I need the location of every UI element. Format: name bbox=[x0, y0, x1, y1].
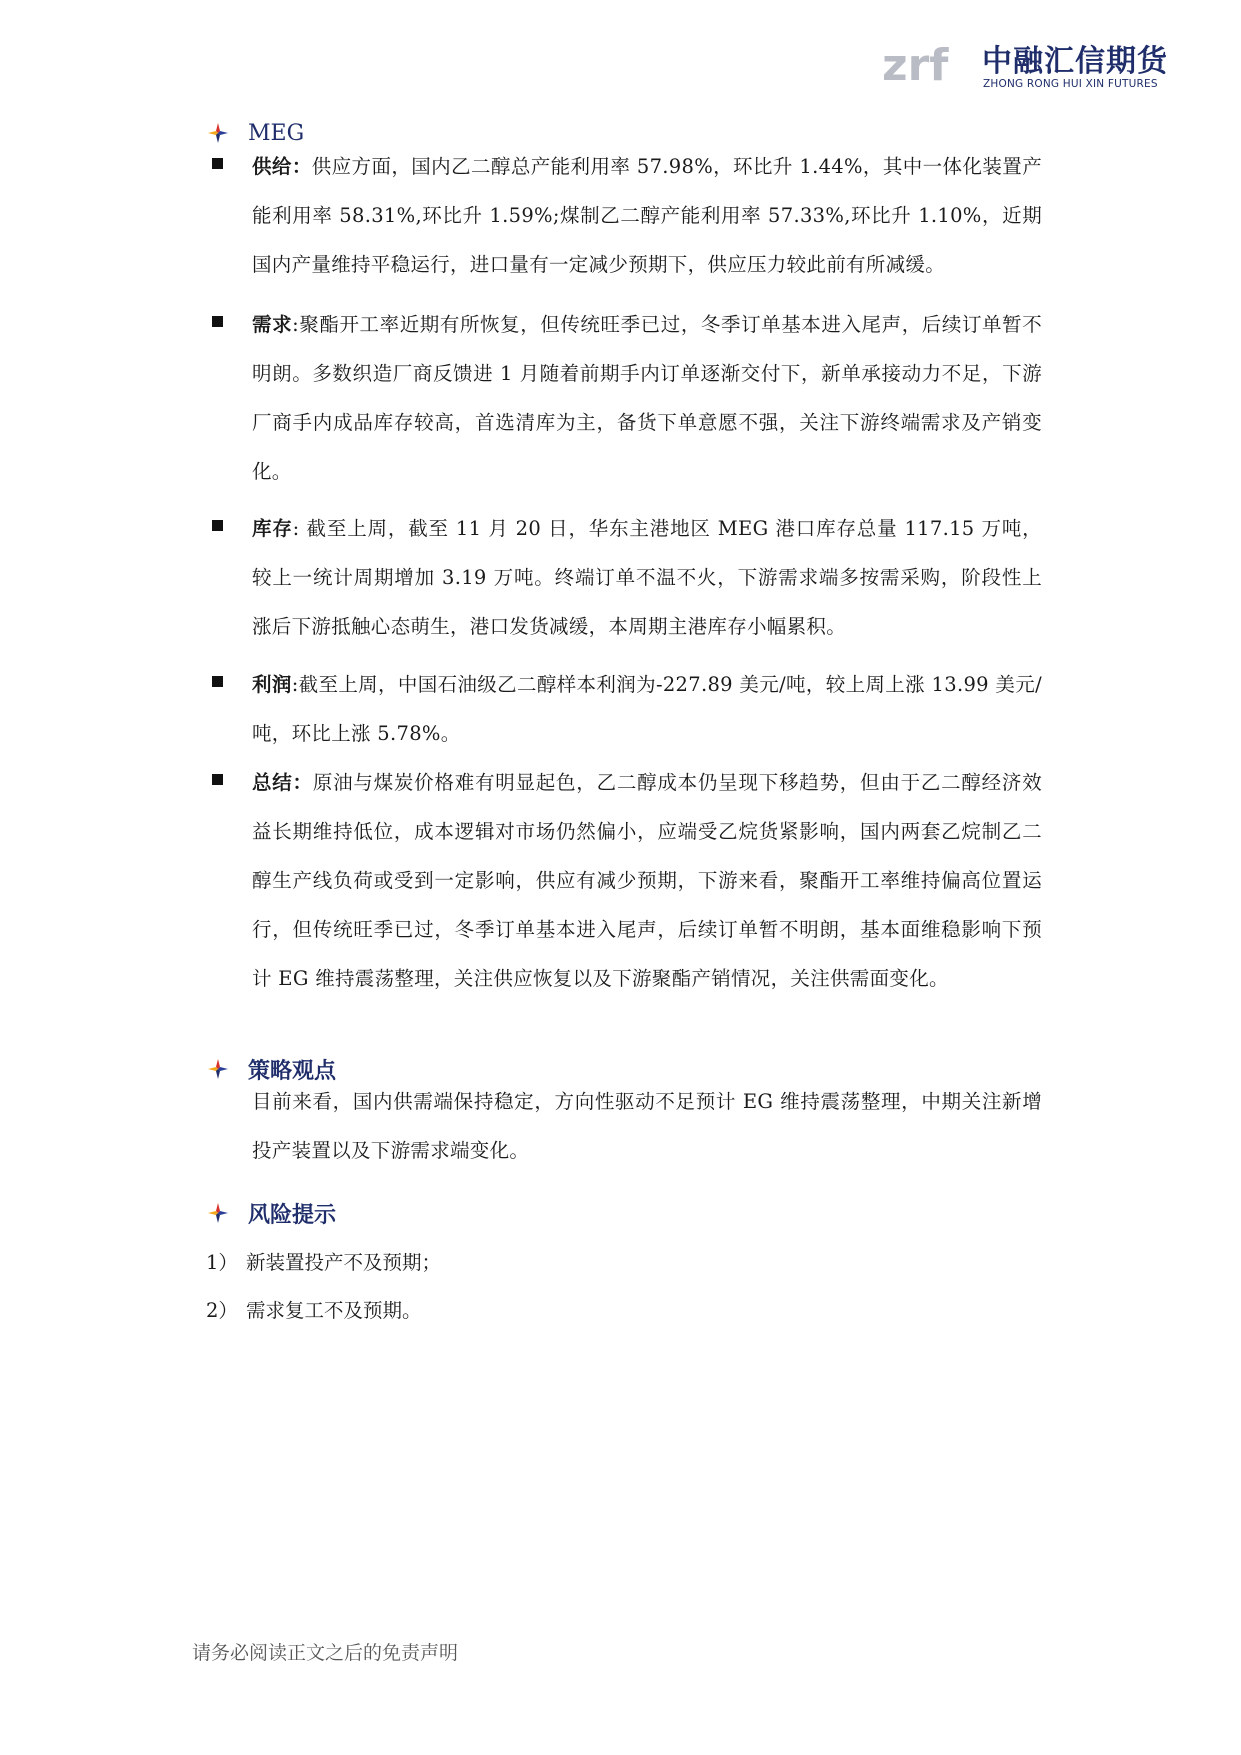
company-name-cn: 中融汇信期货 bbox=[982, 44, 1168, 79]
risk-item-text: 新装置投产不及预期； bbox=[246, 1251, 442, 1274]
pushpin-icon bbox=[206, 1201, 230, 1225]
disclaimer-footer: 请务必阅读正文之后的免责声明 bbox=[192, 1642, 459, 1664]
bullet-inventory bbox=[212, 504, 1042, 651]
strategy-paragraph: 目前来看，国内供需端保持稳定，方向性驱动不足预计 EG 维持震荡整理，中期关注新增投产装置以及下游需求端变化。 bbox=[252, 1090, 1042, 1162]
section-title: MEG bbox=[248, 120, 305, 146]
bullet-body: : 截至上周，截至 11 月 20 日，华东主港地区 MEG 港口库存总量 117.15 万吨，较上一统计周期增加 3.19 万吨。终端订单不温不火，下游需求端多按需采购，阶段性上涨后下游抵触心态萌生，港口发货减缓，本周期主港库存小幅累积。 bbox=[252, 517, 1042, 638]
risk-item-text: 需求复工不及预期。 bbox=[246, 1299, 422, 1322]
section-heading-risk bbox=[206, 1198, 336, 1228]
bullet-summary bbox=[212, 758, 1042, 1003]
bullet-square-icon bbox=[212, 520, 223, 531]
company-name-en: ZHONG RONG HUI XIN FUTURES bbox=[983, 78, 1158, 90]
bullet-label: 利润 bbox=[252, 673, 292, 696]
bullet-body: :聚酯开工率近期有所恢复，但传统旺季已过，冬季订单基本进入尾声，后续订单暂不明朗。多数织造厂商反馈进 1 月随着前期手内订单逐渐交付下，新单承接动力不足，下游厂商手内成品库存较高，首选清库为主，备货下单意愿不强，关注下游终端需求及产销变化。 bbox=[252, 313, 1042, 483]
company-logo bbox=[882, 30, 1172, 92]
risk-item-number: 1） bbox=[206, 1251, 238, 1274]
section-title: 策略观点 bbox=[248, 1058, 337, 1084]
bullet-supply bbox=[212, 142, 1042, 289]
zrf-logo-mark bbox=[882, 30, 974, 92]
bullet-body: :截至上周，中国石油级乙二醇样本利润为-227.89 美元/吨，较上周上涨 13.99 美元/吨，环比上涨 5.78%。 bbox=[252, 673, 1042, 745]
risk-item-number: 2） bbox=[206, 1299, 238, 1322]
section-title: 风险提示 bbox=[248, 1202, 337, 1228]
bullet-body: 原油与煤炭价格难有明显起色，乙二醇成本仍呈现下移趋势，但由于乙二醇经济效益长期维持低位，成本逻辑对市场仍然偏小，应端受乙烷货紧影响，国内两套乙烷制乙二醇生产线负荷或受到一定影响，供应有减少预期，下游来看，聚酯开工率维持偏高位置运行，但传统旺季已过，冬季订单基本进入尾声，后续订单暂不明朗，基本面维稳影响下预计 EG 维持震荡整理，关注供应恢复以及下游聚酯产销情况，关注供需面变化。 bbox=[252, 771, 1042, 990]
bullet-label: 总结： bbox=[252, 771, 313, 794]
risk-item bbox=[206, 1248, 441, 1278]
bullet-square-icon bbox=[212, 676, 223, 687]
bullet-square-icon bbox=[212, 158, 223, 169]
risk-item bbox=[206, 1296, 422, 1326]
logo-mark-text: zrf bbox=[882, 40, 949, 91]
bullet-demand bbox=[212, 300, 1042, 496]
bullet-profit bbox=[212, 660, 1042, 758]
bullet-square-icon bbox=[212, 316, 223, 327]
bullet-label: 需求 bbox=[252, 313, 293, 336]
bullet-square-icon bbox=[212, 774, 223, 785]
bullet-label: 库存 bbox=[252, 517, 293, 540]
bullet-body: 供应方面，国内乙二醇总产能利用率 57.98%，环比升 1.44%，其中一体化装置产能利用率 58.31%,环比升 1.59%;煤制乙二醇产能利用率 57.33%,环比升 1.10%，近期国内产量维持平稳运行，进口量有一定减少预期下，供应压力较此前有所减缓。 bbox=[252, 155, 1042, 276]
bullet-label: 供给： bbox=[252, 155, 312, 178]
pushpin-icon bbox=[206, 1057, 230, 1081]
